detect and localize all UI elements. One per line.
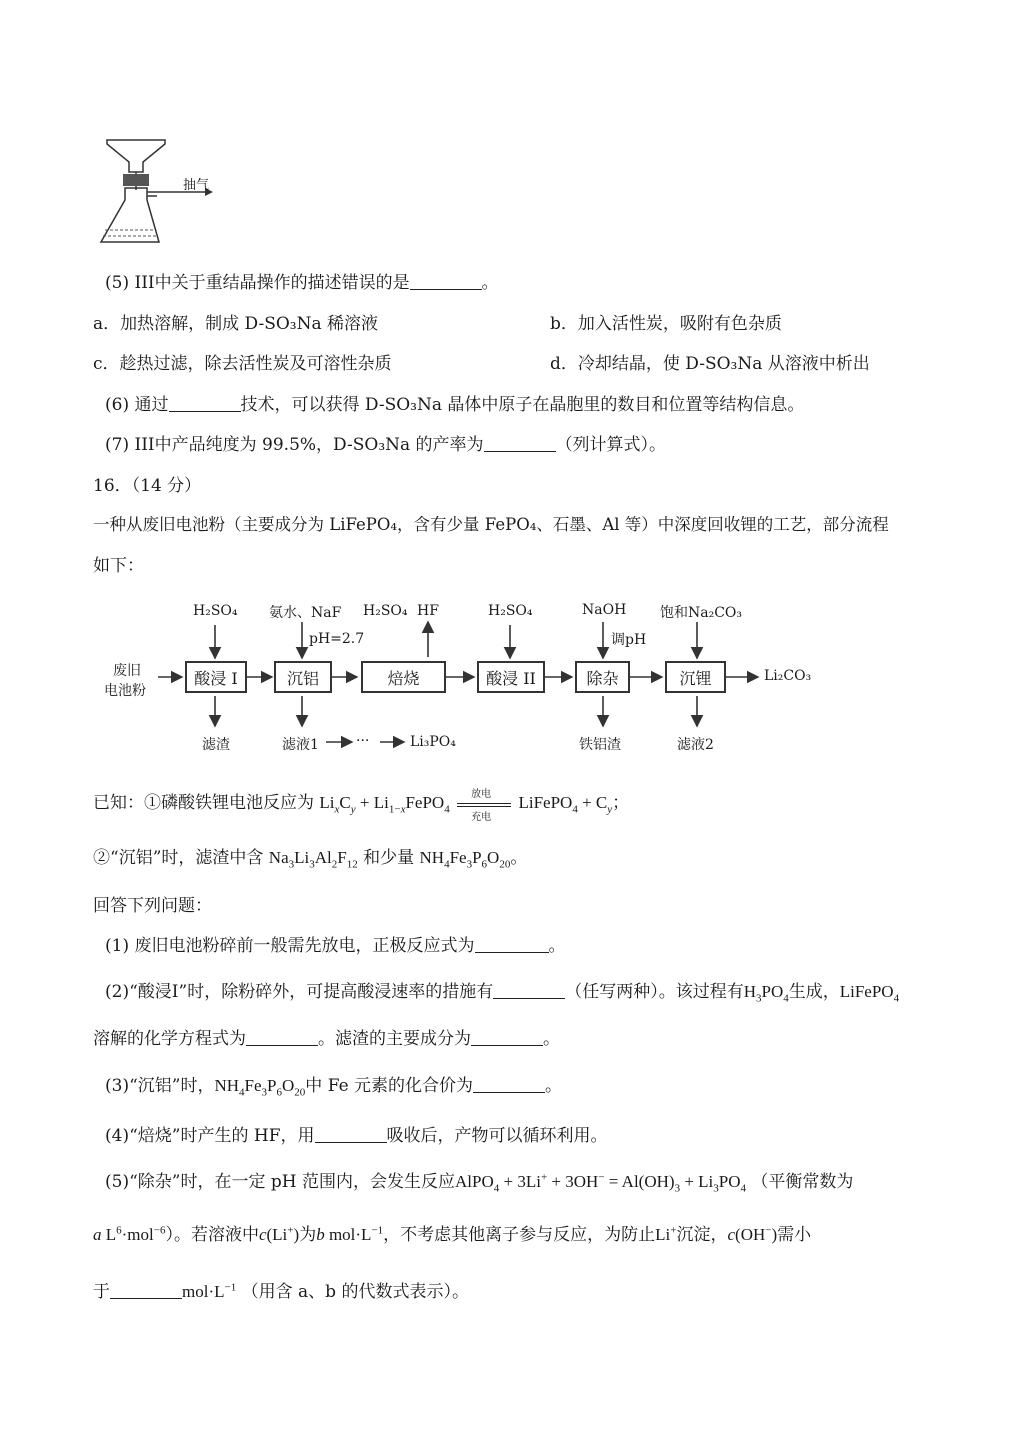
flow-bottom-filtrate1: 滤液1 bbox=[282, 737, 319, 753]
q16-5-line3: 于 $mol\cdot L^{-1}$ （用含 a、b 的代数式表示）。 bbox=[93, 1281, 469, 1302]
flow-box-roast: 焙烧 bbox=[361, 661, 446, 693]
formula-h3po4: $H_3PO_4$ bbox=[743, 982, 789, 1005]
q15-5: (5) III中关于重结晶操作的描述错误的是 。 bbox=[105, 273, 499, 293]
flow-input-line1: 废旧 bbox=[113, 663, 141, 679]
flow-bottom-ellipsis: ··· bbox=[356, 733, 370, 749]
concentration-b: b $mol\cdot L^{-1}$ bbox=[316, 1224, 384, 1244]
flow-box-impurity-removal: 除杂 bbox=[575, 661, 630, 693]
answer-blank[interactable] bbox=[315, 1125, 387, 1143]
flow-box-li-precip: 沉锂 bbox=[665, 661, 726, 693]
flow-input-line2: 电池粉 bbox=[104, 683, 146, 699]
formula-nh4fe3p6o20: $NH_4Fe_3P_6O_{20}$ bbox=[419, 848, 511, 871]
answer-blank[interactable] bbox=[493, 981, 565, 999]
formula-nh4fe3p6o20: $NH_4Fe_3P_6O_{20}$ bbox=[214, 1076, 306, 1099]
q16-intro-line2: 如下： bbox=[93, 556, 144, 576]
flow-output-li2co3: Li₂CO₃ bbox=[764, 668, 812, 684]
flow-top-naoh: NaOH bbox=[582, 602, 627, 618]
flow-box-acid-leach-1: 酸浸 I bbox=[185, 661, 247, 693]
flow-top-adjust-ph: 调pH bbox=[611, 632, 647, 648]
answer-blank[interactable] bbox=[110, 1281, 182, 1299]
oh-concentration: c(OH−) bbox=[727, 1224, 778, 1244]
flow-top-ammonia-naf: 氨水、NaF bbox=[269, 605, 342, 621]
answer-blank[interactable] bbox=[473, 1075, 545, 1093]
flow-box-acid-leach-2: 酸浸 II bbox=[477, 661, 545, 693]
flow-bottom-residue: 滤渣 bbox=[202, 737, 230, 753]
answer-blank[interactable] bbox=[471, 1028, 543, 1046]
battery-reaction-right: LiFePO$_4$ + $C_y$ bbox=[518, 793, 613, 816]
q15-option-d: d．冷却结晶，使 D-SO₃Na 从溶液中析出 bbox=[550, 354, 870, 374]
flow-top-hf: HF bbox=[417, 603, 439, 619]
equilibrium-reaction: AlPO$_4$ + $3Li^+ + 3OH^- = Al(OH)_3 + Li_3PO_4$ bbox=[455, 1171, 746, 1195]
formula-lifepo4: LiFePO$_4$ bbox=[839, 982, 900, 1005]
q16-3: (3)“沉铝”时，$NH_4Fe_3P_6O_{20}$中 Fe 元素的化合价为 。 bbox=[105, 1076, 563, 1099]
formula-na3li3al2f12: $Na_3Li_3Al_2F_{12}$ bbox=[268, 848, 358, 871]
li-concentration: c(Li+) bbox=[258, 1224, 300, 1244]
answer-prompt: 回答下列问题： bbox=[93, 896, 212, 916]
q16-5-line1: (5)“除杂”时，在一定 pH 范围内，会发生反应AlPO$_4$ + $3Li^+ + 3OH^- = Al(OH)_3 + Li_3PO_4$ （平衡常数为 bbox=[105, 1171, 854, 1195]
q16-2-line2: 溶解的化学方程式为 。滤渣的主要成分为 。 bbox=[93, 1029, 560, 1049]
q15-6: (6) 通过 技术，可以获得 D-SO₃Na 晶体中原子在晶胞里的数目和位置等结构信息。 bbox=[105, 395, 805, 415]
flow-bottom-filtrate2: 滤液2 bbox=[677, 737, 714, 753]
known-1: 已知：①磷酸铁锂电池反应为 $Li_xC_y$ + $Li_{1-x}FePO_4$ 放电 充电 LiFePO$_4$ + $C_y$； bbox=[93, 788, 630, 823]
reversible-arrow: 放电 充电 bbox=[455, 794, 513, 814]
flow-top-h2so4-2: H₂SO₄ bbox=[363, 603, 408, 619]
q15-7: (7) III中产品纯度为 99.5%，D-SO₃Na 的产率为 （列计算式）。 bbox=[105, 435, 667, 455]
q16-header: 16．（14 分） bbox=[93, 476, 202, 496]
flow-top-ph: pH=2.7 bbox=[309, 631, 365, 647]
q16-intro-line1: 一种从废旧电池粉（主要成分为 LiFePO₄，含有少量 FePO₄、石墨、Al 等）中深度回收锂的工艺，部分流程 bbox=[93, 515, 889, 534]
answer-blank[interactable] bbox=[475, 935, 549, 953]
flow-top-h2so4-3: H₂SO₄ bbox=[488, 603, 533, 619]
q16-5-line2: a $L^6\cdot mol^{-6}$）。若溶液中c(Li+)为b $mol\cdot L^{-1}$，不考虑其他离子参与反应，为防止Li+沉淀，c(OH−)需小 bbox=[93, 1224, 812, 1245]
flow-bottom-li3po4: Li₃PO₄ bbox=[410, 734, 456, 750]
li-ion: Li+ bbox=[655, 1224, 677, 1244]
q16-1: (1) 废旧电池粉碎前一般需先放电，正极反应式为 。 bbox=[105, 936, 566, 956]
q15-option-c: c．趁热过滤，除去活性炭及可溶性杂质 bbox=[93, 354, 392, 374]
answer-blank[interactable] bbox=[246, 1028, 318, 1046]
q16-2-line1: (2)“酸浸Ⅰ”时，除粉碎外，可提高酸浸速率的措施有 （任写两种）。该过程有$H_3PO_4$生成，LiFePO$_4$ bbox=[105, 982, 900, 1005]
flow-bottom-fe-al-residue: 铁铝渣 bbox=[579, 737, 621, 753]
suction-label: 抽气 bbox=[183, 178, 210, 193]
battery-reaction-left: $Li_xC_y$ + $Li_{1-x}FePO_4$ bbox=[319, 793, 450, 816]
q15-option-b: b．加入活性炭，吸附有色杂质 bbox=[550, 314, 782, 334]
known-2: ②“沉铝”时，滤渣中含 $Na_3Li_3Al_2F_{12}$ 和少量 $NH_4Fe_3P_6O_{20}$。 bbox=[93, 848, 528, 871]
q16-4: (4)“焙烧”时产生的 HF，用 吸收后，产物可以循环利用。 bbox=[105, 1126, 608, 1146]
equilibrium-constant-unit: a $L^6\cdot mol^{-6}$ bbox=[93, 1224, 166, 1244]
unit-mol-per-l: $mol\cdot L^{-1}$ bbox=[182, 1281, 237, 1301]
q15-option-a: a．加热溶解，制成 D-SO₃Na 稀溶液 bbox=[93, 314, 379, 334]
flow-box-al-precip: 沉铝 bbox=[274, 661, 332, 693]
flow-top-na2co3: 饱和Na₂CO₃ bbox=[660, 605, 743, 621]
flow-top-h2so4-1: H₂SO₄ bbox=[193, 603, 238, 619]
